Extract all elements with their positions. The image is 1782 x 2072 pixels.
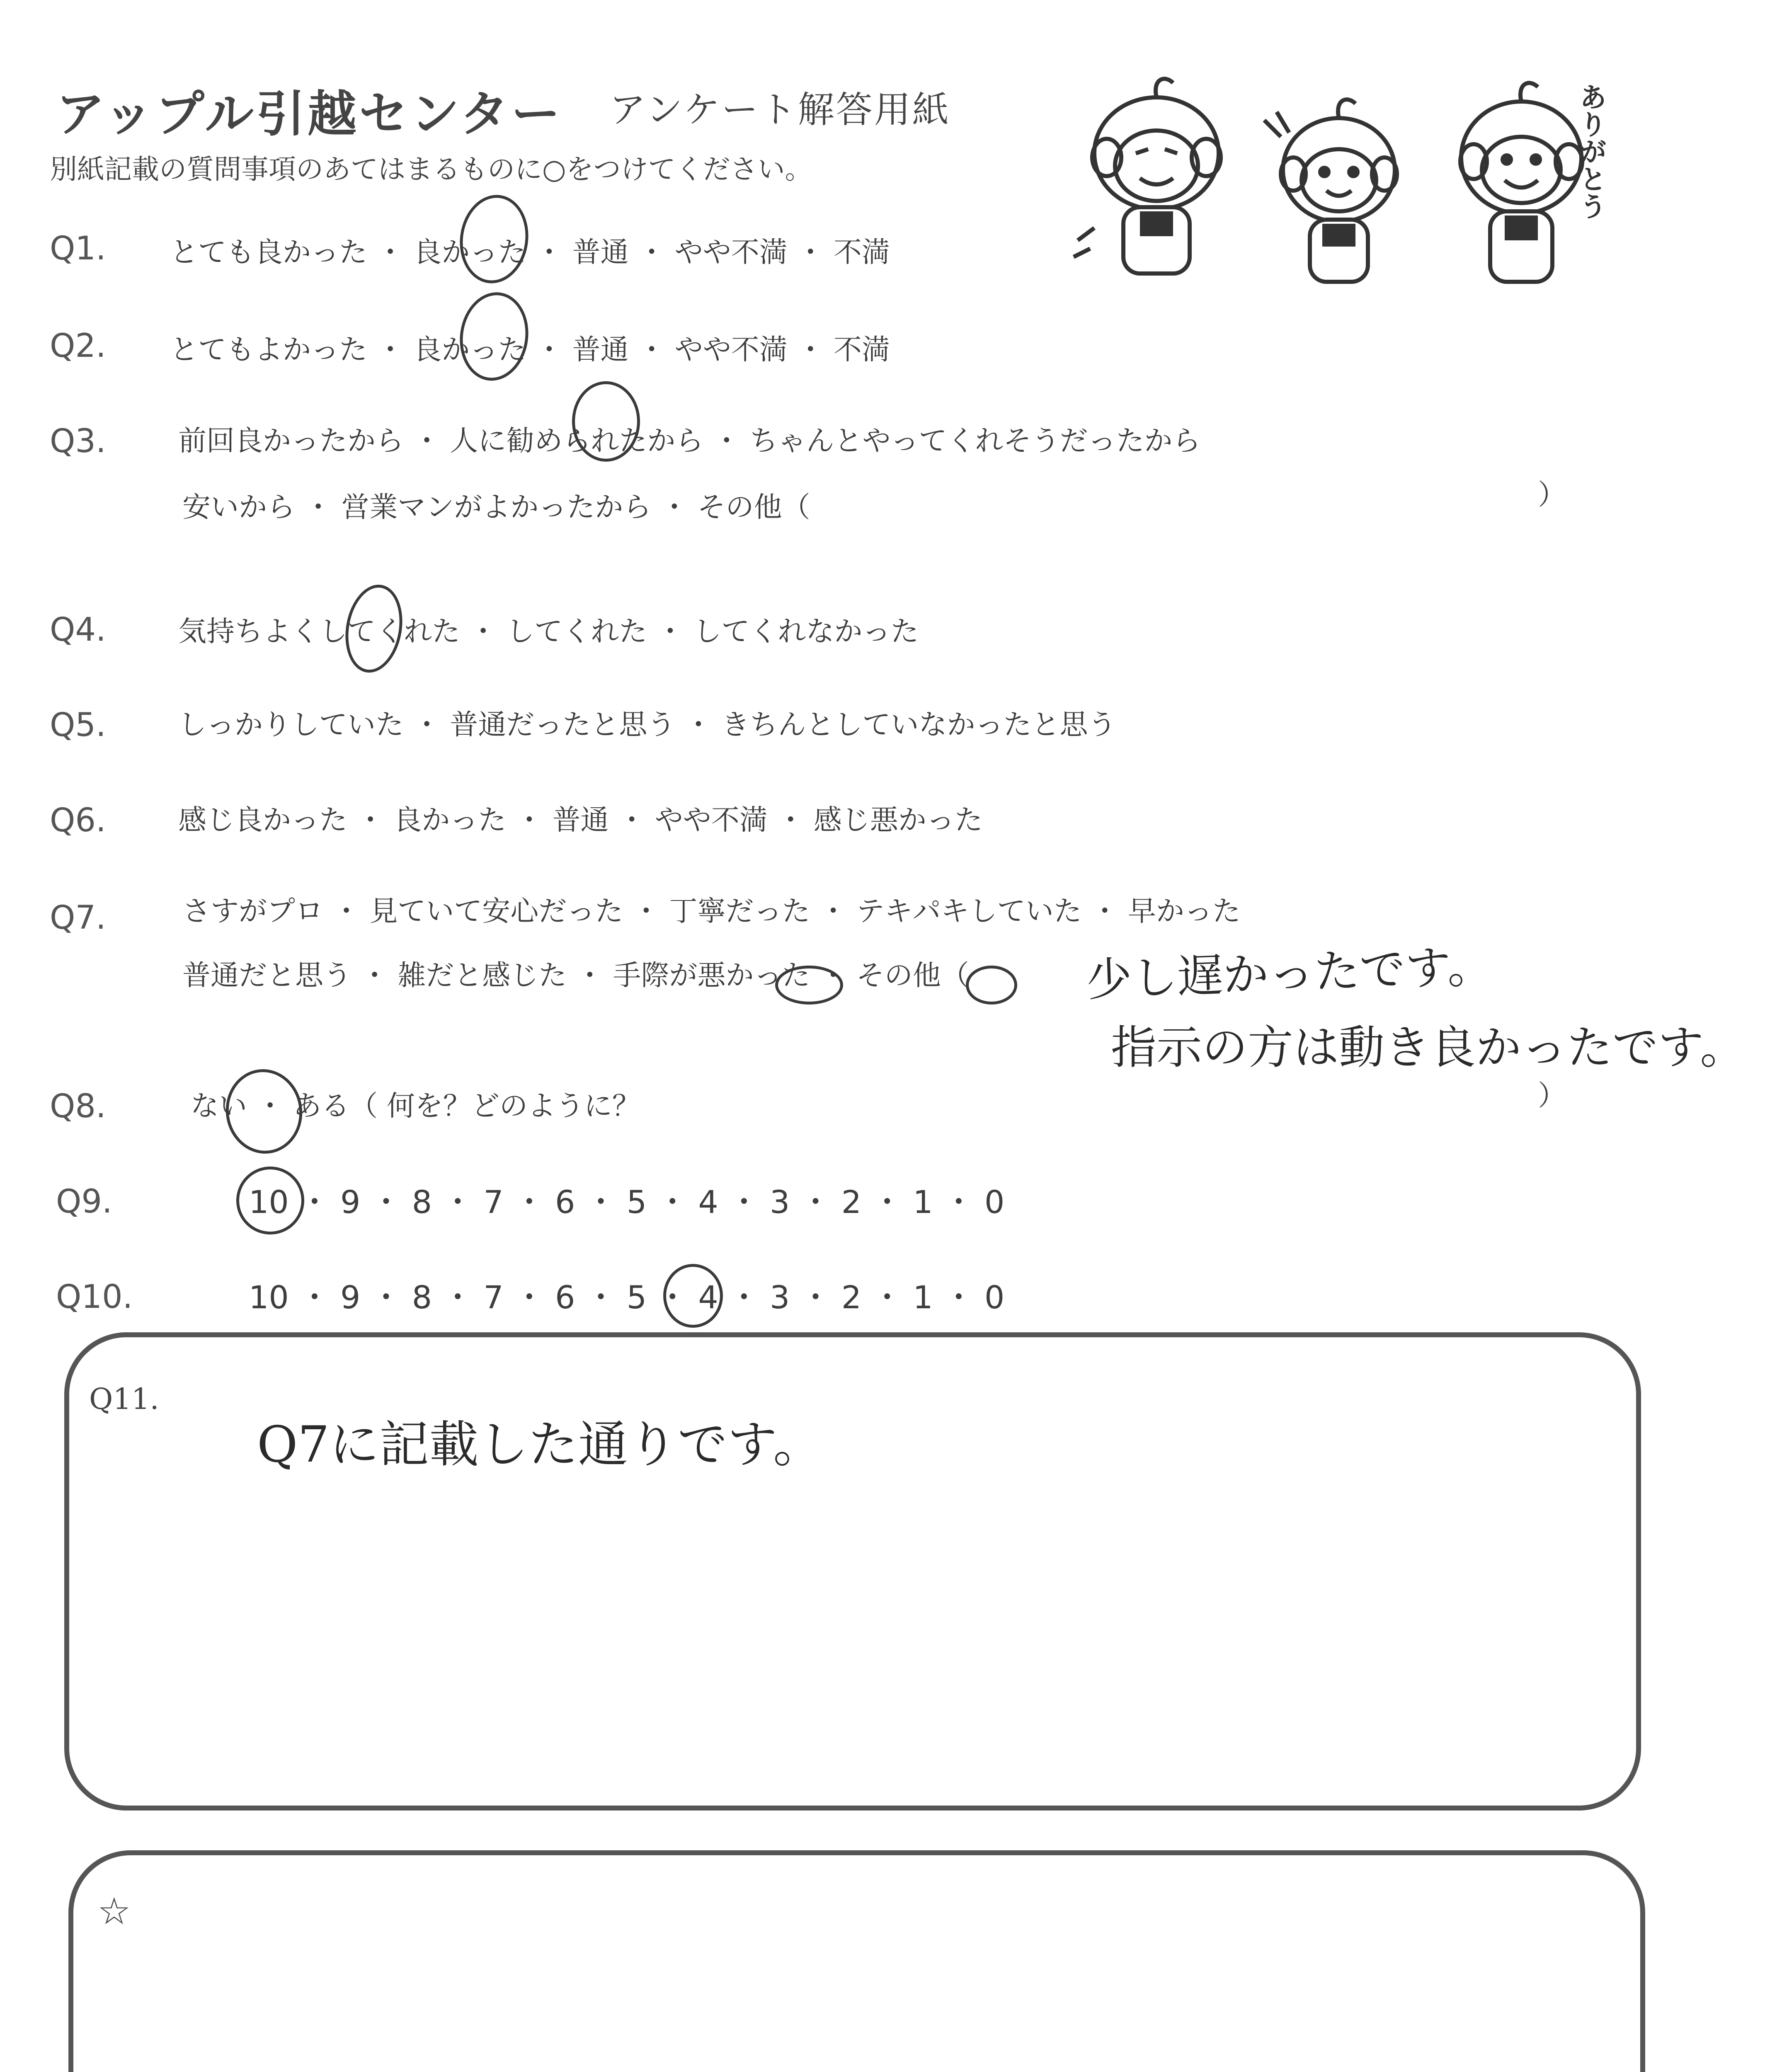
q9-number: Q9.: [56, 1183, 112, 1220]
q7-handwritten-line2: 指示の方は動き良かったです。: [1111, 1021, 1746, 1074]
instruction-text: 別紙記載の質問事項のあてはまるものに○をつけてください。: [50, 153, 812, 185]
q5-number: Q5.: [50, 707, 106, 744]
q1-answer-circle: [454, 191, 534, 288]
form-title: アップル引越センター: [56, 85, 563, 143]
q8-options: ない ・ ある（ 何を？どのように？: [191, 1090, 640, 1123]
q4-options: 気持ちよくしてくれた ・ してくれた ・ してくれなかった: [178, 615, 919, 648]
q6-number: Q6.: [50, 802, 106, 839]
q8-close-paren: ）: [1538, 1080, 1566, 1112]
star-comment-box[interactable]: [68, 1850, 1645, 2072]
q10-scale: 10 ・ 9 ・ 8 ・ 7 ・ 6 ・ 5 ・ 4 ・ 3 ・ 2 ・ 1 ・ 0: [249, 1279, 1005, 1316]
q10-number: Q10.: [56, 1278, 133, 1316]
q3-options-line2: 安いから ・ 営業マンがよかったから ・ その他（: [182, 491, 810, 524]
q9-answer-circle: [236, 1167, 304, 1234]
q1-number: Q1.: [50, 230, 106, 267]
q2-answer-circle: [454, 288, 534, 385]
q3-answer-circle: [572, 381, 640, 462]
q5-options: しっかりしていた ・ 普通だったと思う ・ きちんとしていなかったと思う: [178, 709, 1116, 741]
thanks-text: ありがとう: [1575, 83, 1607, 220]
form-subtitle: アンケート解答用紙: [609, 88, 950, 131]
q4-number: Q4.: [50, 611, 106, 649]
star-label: ☆: [97, 1890, 131, 1933]
q1-options: とても良かった ・ 良かった ・ 普通 ・ やや不満 ・ 不満: [170, 236, 890, 269]
q9-scale: 10 ・ 9 ・ 8 ・ 7 ・ 6 ・ 5 ・ 4 ・ 3 ・ 2 ・ 1 ・ 0: [249, 1184, 1005, 1220]
q2-number: Q2.: [50, 327, 106, 365]
q3-close-paren: ）: [1538, 479, 1566, 511]
monkey-mascots-illustration: [1069, 70, 1608, 303]
q10-answer-circle: [663, 1264, 723, 1328]
q3-number: Q3.: [50, 423, 106, 460]
q7-options-line1: さすがプロ ・ 見ていて安心だった ・ 丁寧だった ・ テキパキしていた ・ 早かった: [182, 895, 1241, 928]
q7-number: Q7.: [50, 899, 106, 937]
q11-label: Q11.: [89, 1382, 159, 1416]
q7-answer-circle-1: [775, 966, 843, 1005]
q4-answer-circle: [339, 580, 409, 677]
q8-answer-circle: [221, 1064, 308, 1159]
q6-options: 感じ良かった ・ 良かった ・ 普通 ・ やや不満 ・ 感じ悪かった: [178, 804, 983, 837]
q7-handwritten-line1: 少し遅かったです。: [1085, 939, 1494, 1007]
q7-options-line2: 普通だと思う ・ 雑だと感じた ・ 手際が悪かった ・ その他（: [182, 959, 969, 992]
q11-handwritten-answer: Q7に記載した通りです。: [257, 1416, 823, 1474]
q7-answer-circle-2: [966, 966, 1017, 1005]
q11-answer-box[interactable]: [64, 1332, 1641, 1811]
q8-number: Q8.: [50, 1088, 106, 1125]
q2-options: とてもよかった ・ 良かった ・ 普通 ・ やや不満 ・ 不満: [170, 334, 890, 366]
q3-options-line1: 前回良かったから ・ 人に勧められたから ・ ちゃんとやってくれそうだったから: [178, 425, 1201, 457]
